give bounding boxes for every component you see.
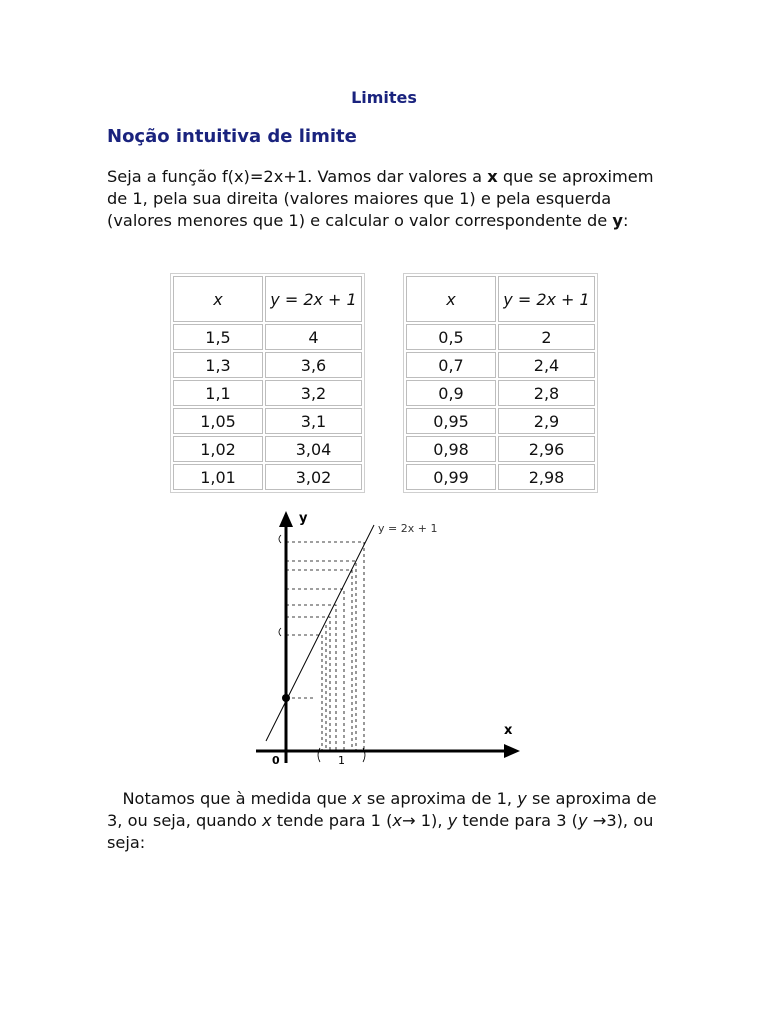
- table-row: [173, 408, 362, 434]
- guide-x-0-9: [286, 589, 344, 751]
- header-x-text: x: [213, 289, 223, 309]
- table-row: [173, 380, 362, 406]
- conclusion-x: x: [392, 811, 403, 830]
- cell-y: 2,4: [498, 352, 595, 378]
- y-axis-label: y: [299, 511, 308, 526]
- conclusion-x: x: [262, 811, 272, 830]
- conclusion-paragraph: [107, 788, 667, 854]
- header-y: [498, 276, 595, 322]
- intro-paragraph: [107, 166, 667, 232]
- cell-x: 1,05: [173, 408, 263, 434]
- approach-guides: [286, 542, 364, 751]
- header-x-text: x: [446, 289, 456, 309]
- guide-x-1-1: [286, 570, 352, 751]
- conclusion-text-2: se aproxima de 1,: [361, 789, 518, 808]
- header-y-text: y = 2x + 1: [503, 289, 590, 309]
- table-row: [406, 408, 595, 434]
- intro-y-variable: y: [612, 211, 623, 230]
- values-table-right-approach: [170, 273, 365, 493]
- header-x: [406, 276, 496, 322]
- y-brackets: [279, 535, 281, 636]
- function-label: y = 2x + 1: [378, 522, 438, 535]
- table-header-row: [173, 276, 362, 322]
- cell-x: 1,01: [173, 464, 263, 490]
- table-row: [406, 380, 595, 406]
- x-tick-label-1: 1: [338, 754, 345, 767]
- x-axis-arrow: [504, 744, 520, 758]
- guide-x-0-3: [286, 635, 322, 751]
- section-title: Noção intuitiva de limite: [107, 126, 357, 147]
- table-row: [406, 436, 595, 462]
- intro-text-1: Seja a função f(x)=2x+1. Vamos dar valores a: [107, 167, 488, 186]
- header-y: [265, 276, 362, 322]
- cell-x: 1,3: [173, 352, 263, 378]
- cell-y: 2,96: [498, 436, 595, 462]
- header-y-text: y = 2x + 1: [270, 289, 357, 309]
- conclusion-text-7: →3), ou seja:: [107, 811, 654, 852]
- cell-x: 1,02: [173, 436, 263, 462]
- values-table-left-approach: [403, 273, 598, 493]
- cell-y: 3,2: [265, 380, 362, 406]
- origin-label: 0: [272, 754, 280, 767]
- bracket-mid: [279, 628, 281, 636]
- cell-y: 3,04: [265, 436, 362, 462]
- cell-y: 4: [265, 324, 362, 350]
- x-axis-label: x: [504, 723, 513, 738]
- cell-x: 0,98: [406, 436, 496, 462]
- guide-x-1-5: [286, 542, 364, 751]
- conclusion-x: x: [352, 789, 362, 808]
- cell-y: 3,1: [265, 408, 362, 434]
- cell-x: 1,1: [173, 380, 263, 406]
- intro-text-2: que se aproximem de 1, pela sua direita (valores maiores que 1) e pela esquerda (valores menores que 1) e calcular o valor correspondente de: [107, 167, 654, 230]
- cell-x: 0,9: [406, 380, 496, 406]
- table-row: [173, 324, 362, 350]
- conclusion-text-4: tende para 1 (: [271, 811, 393, 830]
- cell-y: 2: [498, 324, 595, 350]
- guide-x-1-3: [286, 561, 356, 751]
- conclusion-text-1: Notamos que à medida que: [122, 789, 353, 808]
- conclusion-y: y: [578, 811, 588, 830]
- conclusion-text-3: se aproxima de 3, ou seja, quando: [107, 789, 657, 830]
- function-graph: [250, 505, 530, 770]
- header-x: [173, 276, 263, 322]
- table-row: [173, 436, 362, 462]
- conclusion-text-5: → 1),: [402, 811, 448, 830]
- table-row: [406, 352, 595, 378]
- conclusion-y: y: [447, 811, 458, 830]
- y-axis-arrow: [279, 511, 293, 527]
- bracket-top: [279, 535, 281, 543]
- cell-y: 3,6: [265, 352, 362, 378]
- table-row: [406, 324, 595, 350]
- intro-x-variable: x: [487, 167, 498, 186]
- function-line: [266, 525, 374, 741]
- cell-y: 2,8: [498, 380, 595, 406]
- page-title: Limites: [351, 88, 417, 107]
- cell-x: 0,95: [406, 408, 496, 434]
- cell-x: 0,5: [406, 324, 496, 350]
- conclusion-text-6: tende para 3 (: [457, 811, 579, 830]
- cell-x: 1,5: [173, 324, 263, 350]
- cell-x: 0,7: [406, 352, 496, 378]
- cell-y: 2,98: [498, 464, 595, 490]
- table-row: [173, 352, 362, 378]
- table-header-row: [406, 276, 595, 322]
- table-row: [406, 464, 595, 490]
- cell-y: 3,02: [265, 464, 362, 490]
- guide-x-0-7: [286, 605, 336, 751]
- intro-text-3: :: [622, 211, 629, 230]
- table-row: [173, 464, 362, 490]
- cell-y: 2,9: [498, 408, 595, 434]
- conclusion-y: y: [517, 789, 527, 808]
- guide-x-0-5: [286, 617, 330, 751]
- cell-x: 0,99: [406, 464, 496, 490]
